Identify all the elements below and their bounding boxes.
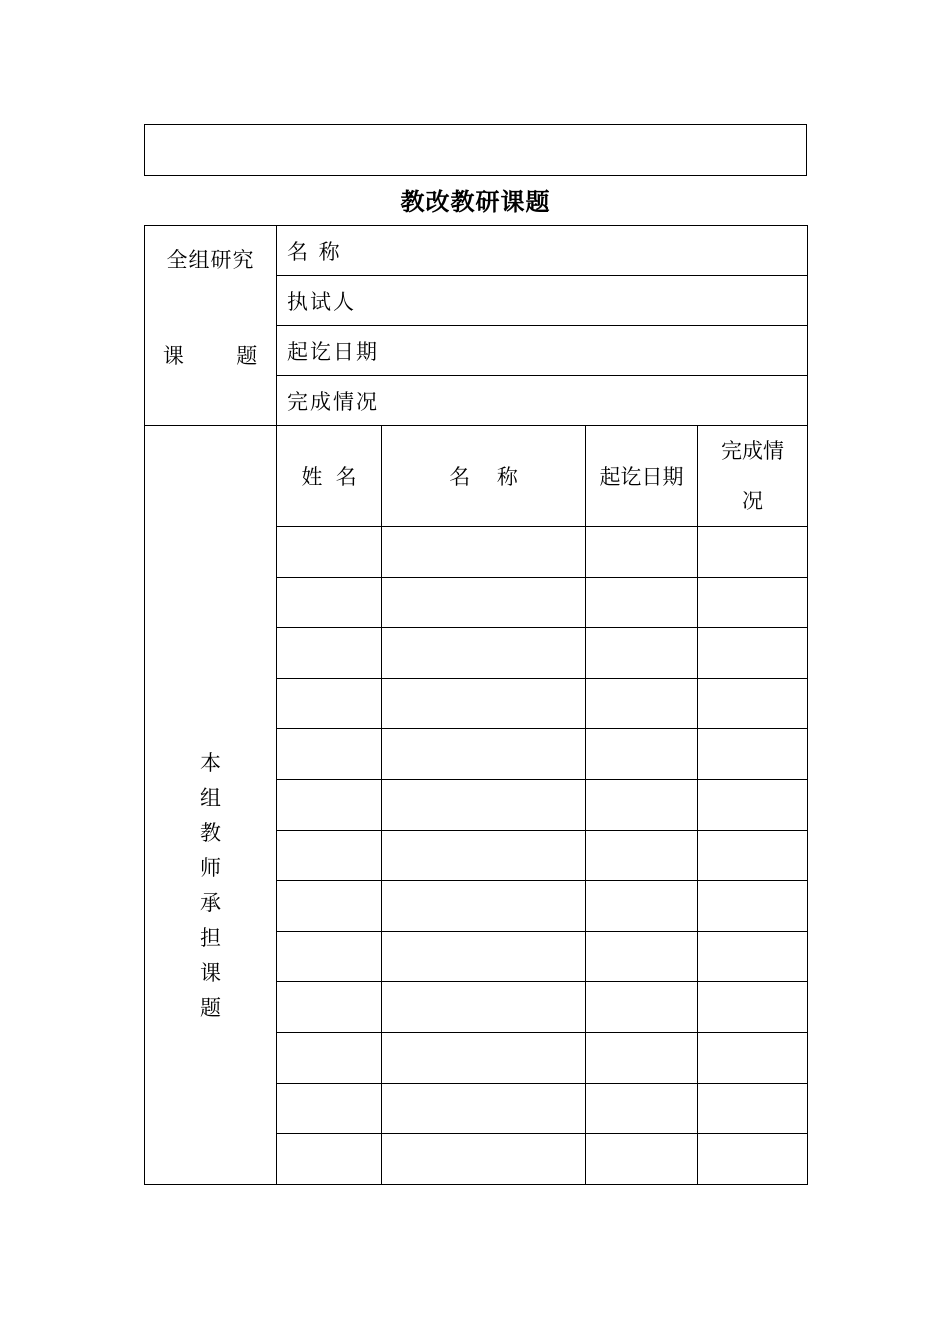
project-title-cell[interactable]: [382, 729, 586, 780]
vertical-char: 师: [200, 856, 221, 880]
project-status-cell[interactable]: [698, 1134, 808, 1185]
teacher-name-cell[interactable]: [277, 881, 382, 932]
project-status-cell[interactable]: [698, 982, 808, 1033]
column-header-dates: 起讫日期: [586, 426, 698, 527]
project-dates-cell[interactable]: [586, 830, 698, 881]
project-title-cell[interactable]: [382, 931, 586, 982]
vertical-char: 教: [200, 821, 221, 845]
project-dates-cell[interactable]: [586, 881, 698, 932]
group-project-label-char-b: 题: [236, 344, 259, 368]
teacher-name-cell[interactable]: [277, 577, 382, 628]
column-header-status-line1: 完成情: [721, 439, 784, 463]
teacher-name-cell[interactable]: [277, 830, 382, 881]
column-header-status: [698, 426, 808, 527]
project-title-cell[interactable]: [382, 881, 586, 932]
teacher-name-cell[interactable]: [277, 1083, 382, 1134]
group-project-dates-field[interactable]: 起讫日期: [277, 326, 808, 376]
vertical-char: 承: [200, 891, 221, 915]
project-title-cell[interactable]: [382, 830, 586, 881]
teacher-projects-label: [145, 426, 277, 1185]
project-title-cell[interactable]: [382, 527, 586, 578]
project-status-cell[interactable]: [698, 678, 808, 729]
project-title-cell[interactable]: [382, 1032, 586, 1083]
project-dates-cell[interactable]: [586, 1032, 698, 1083]
project-title-cell[interactable]: [382, 982, 586, 1033]
column-header-title: 名 称: [382, 426, 586, 527]
project-dates-cell[interactable]: [586, 1134, 698, 1185]
research-projects-table: [144, 225, 808, 1185]
group-project-name-field[interactable]: 名 称: [277, 226, 808, 276]
group-project-status-field[interactable]: 完成情况: [277, 376, 808, 426]
project-dates-cell[interactable]: [586, 628, 698, 679]
project-title-cell[interactable]: [382, 1134, 586, 1185]
project-dates-cell[interactable]: [586, 527, 698, 578]
project-dates-cell[interactable]: [586, 982, 698, 1033]
project-status-cell[interactable]: [698, 577, 808, 628]
vertical-char: 本: [200, 751, 221, 775]
group-project-label-char-a: 课: [162, 344, 185, 368]
group-project-row-name: [145, 226, 808, 276]
project-dates-cell[interactable]: [586, 577, 698, 628]
teacher-name-cell[interactable]: [277, 678, 382, 729]
project-dates-cell[interactable]: [586, 678, 698, 729]
project-status-cell[interactable]: [698, 628, 808, 679]
teacher-name-cell[interactable]: [277, 628, 382, 679]
vertical-char: 课: [200, 961, 221, 985]
group-project-label-line2: [145, 340, 276, 370]
project-title-cell[interactable]: [382, 779, 586, 830]
project-dates-cell[interactable]: [586, 931, 698, 982]
vertical-char: 担: [200, 926, 221, 950]
teacher-name-cell[interactable]: [277, 931, 382, 982]
project-dates-cell[interactable]: [586, 1083, 698, 1134]
vertical-char: 组: [200, 786, 221, 810]
group-project-label: [145, 226, 277, 426]
project-status-cell[interactable]: [698, 527, 808, 578]
project-status-cell[interactable]: [698, 881, 808, 932]
project-status-cell[interactable]: [698, 729, 808, 780]
project-dates-cell[interactable]: [586, 779, 698, 830]
teacher-projects-header-row: [145, 426, 808, 527]
project-title-cell[interactable]: [382, 628, 586, 679]
teacher-name-cell[interactable]: [277, 779, 382, 830]
column-header-name: 姓 名: [277, 426, 382, 527]
teacher-name-cell[interactable]: [277, 982, 382, 1033]
project-title-cell[interactable]: [382, 577, 586, 628]
project-title-cell[interactable]: [382, 1083, 586, 1134]
project-status-cell[interactable]: [698, 1083, 808, 1134]
column-header-status-line2: 况: [742, 489, 763, 513]
project-status-cell[interactable]: [698, 830, 808, 881]
project-title-cell[interactable]: [382, 678, 586, 729]
document-title: 教改教研课题: [400, 187, 551, 216]
teacher-name-cell[interactable]: [277, 729, 382, 780]
top-header-box: [144, 124, 807, 176]
teacher-name-cell[interactable]: [277, 1032, 382, 1083]
project-dates-cell[interactable]: [586, 729, 698, 780]
group-project-executor-field[interactable]: 执试人: [277, 276, 808, 326]
project-status-cell[interactable]: [698, 1032, 808, 1083]
teacher-name-cell[interactable]: [277, 527, 382, 578]
project-status-cell[interactable]: [698, 779, 808, 830]
project-status-cell[interactable]: [698, 931, 808, 982]
group-project-label-line1: 全组研究: [166, 248, 255, 272]
teacher-name-cell[interactable]: [277, 1134, 382, 1185]
vertical-char: 题: [200, 996, 221, 1020]
